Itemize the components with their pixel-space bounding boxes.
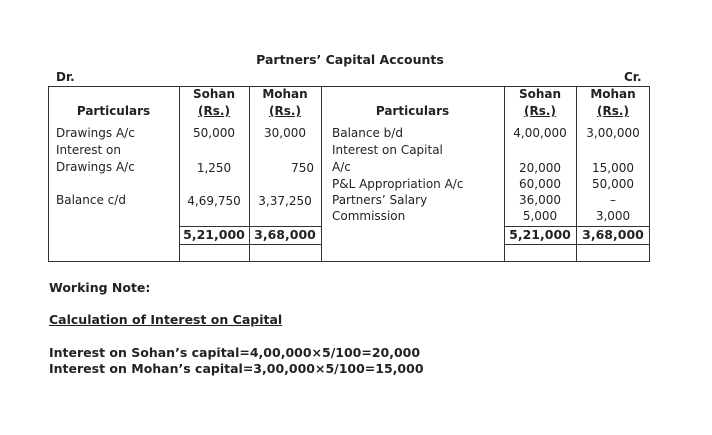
debit-total-sohan: 5,21,000 (183, 227, 245, 242)
credit-salary-mohan: – (610, 193, 616, 207)
debit-sohan-header: Sohan (192, 87, 236, 101)
credit-balance-bd-mohan: 3,00,000 (586, 126, 640, 140)
debit-total-mohan: 3,68,000 (254, 227, 316, 242)
credit-pl-mohan: 50,000 (592, 177, 634, 191)
debit-interest-mohan: 750 (291, 161, 314, 175)
credit-salary-label: Partners’ Salary (332, 193, 428, 207)
debit-interest-label-1: Interest on (56, 143, 122, 157)
credit-pl-label: P&L Appropriation A/c (332, 177, 464, 191)
credit-interest-capital-sohan: 20,000 (519, 161, 561, 175)
credit-total-sohan: 5,21,000 (509, 227, 571, 242)
working-note-subheading: Calculation of Interest on Capital (49, 312, 283, 327)
total-rule-bottom (504, 244, 650, 245)
credit-label: Cr. (624, 70, 642, 84)
credit-commission-mohan: 3,000 (595, 209, 631, 223)
credit-mohan-header: Mohan (590, 87, 636, 101)
credit-commission-sohan: 5,000 (522, 209, 558, 223)
credit-sohan-unit: (Rs.) (524, 104, 556, 118)
debit-mohan-header: Mohan (262, 87, 308, 101)
credit-particulars-header: Particulars (375, 104, 450, 118)
credit-mohan-unit: (Rs.) (597, 104, 629, 118)
debit-drawings-label: Drawings A/c (56, 126, 135, 140)
debit-balance-mohan: 3,37,250 (258, 194, 312, 208)
working-note-line-2: Interest on Mohan’s capital=3,00,000×5/100=15,000 (49, 361, 424, 376)
debit-particulars-header: Particulars (76, 104, 151, 118)
page-title: Partners’ Capital Accounts (256, 52, 444, 67)
credit-interest-capital-label-2: A/c (332, 160, 351, 174)
debit-mohan-unit: (Rs.) (269, 104, 301, 118)
debit-drawings-sohan: 50,000 (193, 126, 235, 140)
debit-balance-sohan: 4,69,750 (187, 194, 241, 208)
credit-balance-bd-sohan: 4,00,000 (513, 126, 567, 140)
credit-sohan-header: Sohan (518, 87, 562, 101)
debit-drawings-mohan: 30,000 (264, 126, 306, 140)
debit-label: Dr. (56, 70, 75, 84)
debit-interest-label-2: Drawings A/c (56, 160, 135, 174)
credit-balance-bd-label: Balance b/d (332, 126, 403, 140)
credit-total-mohan: 3,68,000 (582, 227, 644, 242)
debit-interest-sohan: 1,250 (196, 161, 232, 175)
credit-commission-label: Commission (332, 209, 406, 223)
credit-interest-capital-label-1: Interest on Capital (332, 143, 443, 157)
working-note-line-1: Interest on Sohan’s capital=4,00,000×5/100=20,000 (49, 345, 421, 360)
total-rule-bottom (179, 244, 321, 245)
debit-sohan-unit: (Rs.) (198, 104, 230, 118)
debit-balance-label: Balance c/d (56, 193, 126, 207)
credit-interest-capital-mohan: 15,000 (592, 161, 634, 175)
credit-pl-sohan: 60,000 (519, 177, 561, 191)
working-note-heading: Working Note: (49, 280, 151, 295)
credit-salary-sohan: 36,000 (519, 193, 561, 207)
